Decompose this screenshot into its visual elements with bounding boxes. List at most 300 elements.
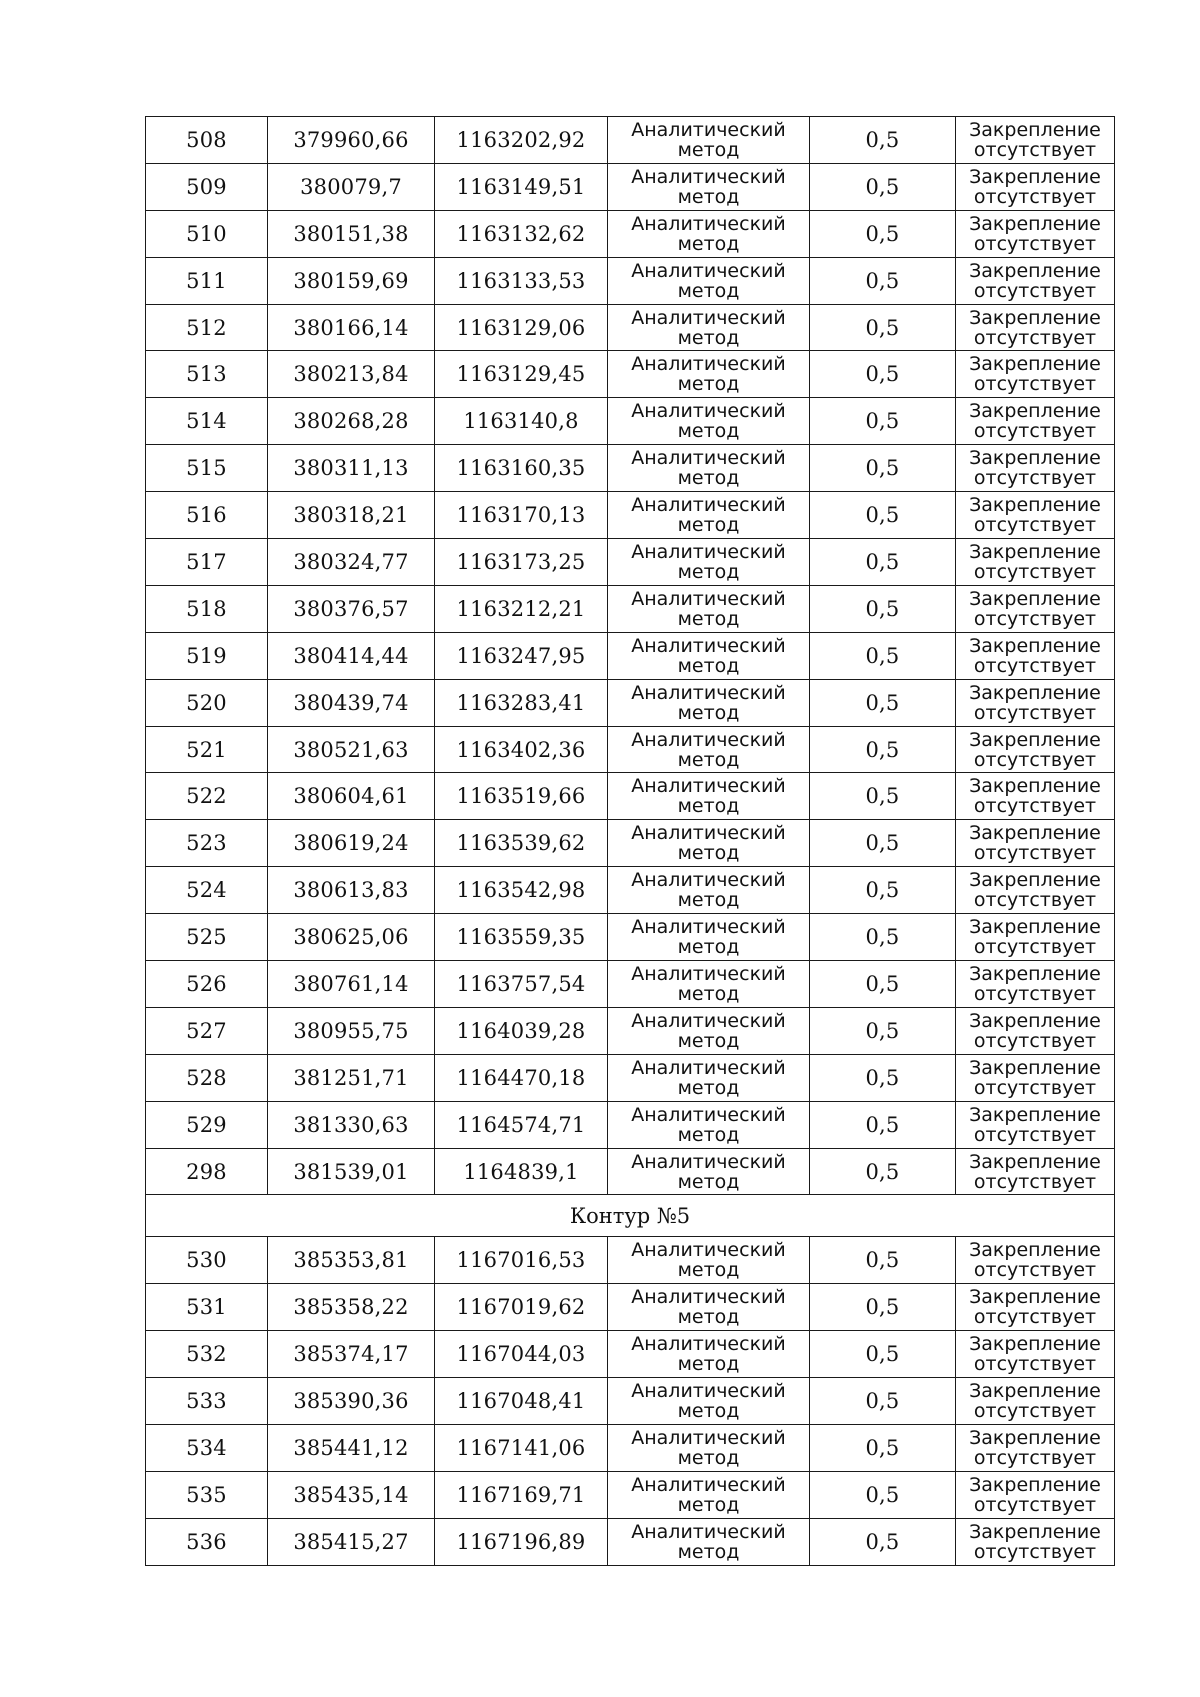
fixation-cell: [956, 726, 1115, 773]
method-cell: [608, 257, 810, 304]
method-cell-line-1: Аналитический: [631, 775, 786, 798]
method-cell: [608, 820, 810, 867]
fixation-cell: [956, 914, 1115, 961]
method-cell-line-1: Аналитический: [631, 353, 786, 376]
y-coordinate-cell: 1163283,41: [435, 679, 608, 726]
fixation-cell-line-1: Закрепление: [969, 1380, 1101, 1403]
fixation-cell-line-1: Закрепление: [969, 1150, 1101, 1173]
fixation-cell-line-1: Закрепление: [969, 118, 1101, 141]
method-cell-line-1: Аналитический: [631, 962, 786, 985]
fixation-cell-line-2: отсутствует: [973, 420, 1097, 443]
point-number-cell: 528: [146, 1054, 268, 1101]
point-number-cell: 533: [146, 1378, 268, 1425]
method-cell-line-1: Аналитический: [631, 1056, 786, 1079]
method-cell-line-1: Аналитический: [631, 822, 786, 845]
y-coordinate-cell: 1163539,62: [435, 820, 608, 867]
fixation-cell-line-1: Закрепление: [969, 1286, 1101, 1309]
x-coordinate-cell: 380414,44: [268, 632, 435, 679]
method-cell: [608, 632, 810, 679]
x-coordinate-cell: 380376,57: [268, 585, 435, 632]
method-cell-line-2: метод: [677, 748, 740, 771]
fixation-cell-line-1: Закрепление: [969, 259, 1101, 282]
fixation-cell: [956, 163, 1115, 210]
method-cell: [608, 961, 810, 1008]
method-cell-line-2: метод: [677, 607, 740, 630]
y-coordinate-cell: 1167169,71: [435, 1471, 608, 1518]
table-row: [146, 257, 1115, 304]
point-number-cell: 512: [146, 304, 268, 351]
table-row: [146, 679, 1115, 726]
x-coordinate-cell: 380166,14: [268, 304, 435, 351]
fixation-cell: [956, 585, 1115, 632]
table-row: [146, 1425, 1115, 1472]
fixation-cell-line-1: Закрепление: [969, 540, 1101, 563]
table-row: [146, 1148, 1115, 1195]
accuracy-cell: 0,5: [810, 1284, 956, 1331]
x-coordinate-cell: 385358,22: [268, 1284, 435, 1331]
method-cell: [608, 1518, 810, 1565]
accuracy-cell: 0,5: [810, 492, 956, 539]
accuracy-cell: 0,5: [810, 585, 956, 632]
fixation-cell: [956, 1518, 1115, 1565]
fixation-cell-line-1: Закрепление: [969, 1473, 1101, 1496]
fixation-cell-line-1: Закрепление: [969, 165, 1101, 188]
method-cell: [608, 492, 810, 539]
y-coordinate-cell: 1164574,71: [435, 1101, 608, 1148]
point-number-cell: 514: [146, 398, 268, 445]
fixation-cell-line-2: отсутствует: [973, 1259, 1097, 1282]
method-cell: [608, 1471, 810, 1518]
point-number-cell: 531: [146, 1284, 268, 1331]
accuracy-cell: 0,5: [810, 539, 956, 586]
method-cell-line-1: Аналитический: [631, 634, 786, 657]
method-cell-line-1: Аналитический: [631, 1150, 786, 1173]
accuracy-cell: 0,5: [810, 1054, 956, 1101]
x-coordinate-cell: 380318,21: [268, 492, 435, 539]
x-coordinate-cell: 380159,69: [268, 257, 435, 304]
y-coordinate-cell: 1167196,89: [435, 1518, 608, 1565]
y-coordinate-cell: 1167044,03: [435, 1331, 608, 1378]
method-cell-line-1: Аналитический: [631, 1333, 786, 1356]
method-cell: [608, 1237, 810, 1284]
table-row: [146, 1284, 1115, 1331]
table-row: [146, 726, 1115, 773]
accuracy-cell: 0,5: [810, 1471, 956, 1518]
point-number-cell: 516: [146, 492, 268, 539]
method-cell: [608, 163, 810, 210]
method-cell-line-1: Аналитический: [631, 212, 786, 235]
method-cell-line-2: метод: [677, 1446, 740, 1469]
method-cell-line-1: Аналитический: [631, 1009, 786, 1032]
method-cell: [608, 1054, 810, 1101]
fixation-cell-line-1: Закрепление: [969, 962, 1101, 985]
fixation-cell: [956, 1101, 1115, 1148]
method-cell-line-1: Аналитический: [631, 400, 786, 423]
x-coordinate-cell: 385441,12: [268, 1425, 435, 1472]
fixation-cell-line-1: Закрепление: [969, 353, 1101, 376]
table-row: [146, 398, 1115, 445]
method-cell-line-2: метод: [677, 373, 740, 396]
method-cell: [608, 867, 810, 914]
accuracy-cell: 0,5: [810, 117, 956, 164]
x-coordinate-cell: 380613,83: [268, 867, 435, 914]
method-cell-line-2: метод: [677, 467, 740, 490]
method-cell-line-1: Аналитический: [631, 869, 786, 892]
fixation-cell-line-1: Закрепление: [969, 400, 1101, 423]
method-cell-line-2: метод: [677, 138, 740, 161]
point-number-cell: 521: [146, 726, 268, 773]
accuracy-cell: 0,5: [810, 1101, 956, 1148]
method-cell-line-2: метод: [677, 560, 740, 583]
point-number-cell: 525: [146, 914, 268, 961]
accuracy-cell: 0,5: [810, 961, 956, 1008]
accuracy-cell: 0,5: [810, 163, 956, 210]
point-number-cell: 515: [146, 445, 268, 492]
fixation-cell: [956, 773, 1115, 820]
fixation-cell: [956, 1425, 1115, 1472]
method-cell: [608, 1148, 810, 1195]
point-number-cell: 536: [146, 1518, 268, 1565]
fixation-cell-line-1: Закрепление: [969, 1239, 1101, 1262]
x-coordinate-cell: 380761,14: [268, 961, 435, 1008]
method-cell: [608, 398, 810, 445]
y-coordinate-cell: 1163542,98: [435, 867, 608, 914]
fixation-cell-line-2: отсутствует: [973, 514, 1097, 537]
fixation-cell: [956, 1284, 1115, 1331]
fixation-cell: [956, 961, 1115, 1008]
table-row: [146, 1007, 1115, 1054]
fixation-cell-line-2: отсутствует: [973, 232, 1097, 255]
method-cell-line-1: Аналитический: [631, 1239, 786, 1262]
fixation-cell: [956, 492, 1115, 539]
y-coordinate-cell: 1167016,53: [435, 1237, 608, 1284]
fixation-cell: [956, 1007, 1115, 1054]
method-cell-line-2: метод: [677, 514, 740, 537]
method-cell: [608, 445, 810, 492]
method-cell-line-2: метод: [677, 1123, 740, 1146]
point-number-cell: 520: [146, 679, 268, 726]
fixation-cell-line-2: отсутствует: [973, 1306, 1097, 1329]
accuracy-cell: 0,5: [810, 1007, 956, 1054]
fixation-cell-line-1: Закрепление: [969, 1426, 1101, 1449]
x-coordinate-cell: 380439,74: [268, 679, 435, 726]
accuracy-cell: 0,5: [810, 304, 956, 351]
method-cell-line-1: Аналитический: [631, 916, 786, 939]
fixation-cell-line-2: отсутствует: [973, 1400, 1097, 1423]
accuracy-cell: 0,5: [810, 867, 956, 914]
fixation-cell-line-1: Закрепление: [969, 212, 1101, 235]
fixation-cell-line-1: Закрепление: [969, 1520, 1101, 1543]
coordinates-table-body: [146, 117, 1115, 1566]
fixation-cell: [956, 210, 1115, 257]
x-coordinate-cell: 385415,27: [268, 1518, 435, 1565]
fixation-cell-line-1: Закрепление: [969, 775, 1101, 798]
fixation-cell-line-1: Закрепление: [969, 306, 1101, 329]
x-coordinate-cell: 380521,63: [268, 726, 435, 773]
point-number-cell: 534: [146, 1425, 268, 1472]
fixation-cell: [956, 867, 1115, 914]
accuracy-cell: 0,5: [810, 1378, 956, 1425]
table-row: [146, 1054, 1115, 1101]
fixation-cell: [956, 539, 1115, 586]
fixation-cell-line-2: отсутствует: [973, 1029, 1097, 1052]
method-cell: [608, 726, 810, 773]
y-coordinate-cell: 1163402,36: [435, 726, 608, 773]
method-cell-line-2: метод: [677, 185, 740, 208]
method-cell-line-1: Аналитический: [631, 1473, 786, 1496]
method-cell-line-1: Аналитический: [631, 1426, 786, 1449]
point-number-cell: 522: [146, 773, 268, 820]
method-cell: [608, 773, 810, 820]
accuracy-cell: 0,5: [810, 820, 956, 867]
y-coordinate-cell: 1163170,13: [435, 492, 608, 539]
y-coordinate-cell: 1164839,1: [435, 1148, 608, 1195]
y-coordinate-cell: 1163559,35: [435, 914, 608, 961]
point-number-cell: 530: [146, 1237, 268, 1284]
method-cell-line-1: Аналитический: [631, 1286, 786, 1309]
y-coordinate-cell: 1163132,62: [435, 210, 608, 257]
table-row: [146, 1518, 1115, 1565]
fixation-cell-line-2: отсутствует: [973, 138, 1097, 161]
fixation-cell: [956, 1471, 1115, 1518]
x-coordinate-cell: 380268,28: [268, 398, 435, 445]
table-row: [146, 1237, 1115, 1284]
fixation-cell-line-1: Закрепление: [969, 1009, 1101, 1032]
method-cell-line-2: метод: [677, 1259, 740, 1282]
x-coordinate-cell: 380213,84: [268, 351, 435, 398]
table-row: [146, 1101, 1115, 1148]
section-title: Контур №5: [146, 1195, 1115, 1237]
method-cell-line-1: Аналитический: [631, 587, 786, 610]
fixation-cell-line-2: отсутствует: [973, 701, 1097, 724]
fixation-cell: [956, 351, 1115, 398]
x-coordinate-cell: 379960,66: [268, 117, 435, 164]
x-coordinate-cell: 385374,17: [268, 1331, 435, 1378]
x-coordinate-cell: 380079,7: [268, 163, 435, 210]
y-coordinate-cell: 1163133,53: [435, 257, 608, 304]
fixation-cell-line-2: отсутствует: [973, 185, 1097, 208]
fixation-cell-line-1: Закрепление: [969, 1103, 1101, 1126]
y-coordinate-cell: 1167048,41: [435, 1378, 608, 1425]
x-coordinate-cell: 380151,38: [268, 210, 435, 257]
accuracy-cell: 0,5: [810, 1425, 956, 1472]
accuracy-cell: 0,5: [810, 914, 956, 961]
method-cell-line-1: Аналитический: [631, 447, 786, 470]
method-cell-line-2: метод: [677, 1076, 740, 1099]
table-row: [146, 1331, 1115, 1378]
fixation-cell-line-2: отсутствует: [973, 560, 1097, 583]
y-coordinate-cell: 1163129,06: [435, 304, 608, 351]
accuracy-cell: 0,5: [810, 726, 956, 773]
method-cell-line-2: метод: [677, 1400, 740, 1423]
fixation-cell-line-2: отсутствует: [973, 279, 1097, 302]
table-row: [146, 163, 1115, 210]
method-cell-line-1: Аналитический: [631, 540, 786, 563]
method-cell: [608, 914, 810, 961]
method-cell-line-2: метод: [677, 842, 740, 865]
fixation-cell-line-2: отсутствует: [973, 982, 1097, 1005]
fixation-cell-line-2: отсутствует: [973, 1170, 1097, 1193]
fixation-cell-line-2: отсутствует: [973, 607, 1097, 630]
fixation-cell-line-2: отсутствует: [973, 654, 1097, 677]
y-coordinate-cell: 1163757,54: [435, 961, 608, 1008]
coordinates-table: [145, 116, 1115, 1566]
fixation-cell: [956, 257, 1115, 304]
accuracy-cell: 0,5: [810, 351, 956, 398]
fixation-cell-line-2: отсутствует: [973, 795, 1097, 818]
fixation-cell: [956, 1237, 1115, 1284]
y-coordinate-cell: 1163149,51: [435, 163, 608, 210]
method-cell: [608, 585, 810, 632]
fixation-cell-line-2: отсутствует: [973, 936, 1097, 959]
fixation-cell-line-1: Закрепление: [969, 728, 1101, 751]
method-cell-line-2: метод: [677, 1540, 740, 1563]
table-row: [146, 445, 1115, 492]
accuracy-cell: 0,5: [810, 679, 956, 726]
method-cell-line-2: метод: [677, 701, 740, 724]
table-row: [146, 773, 1115, 820]
x-coordinate-cell: 385390,36: [268, 1378, 435, 1425]
y-coordinate-cell: 1163160,35: [435, 445, 608, 492]
accuracy-cell: 0,5: [810, 1331, 956, 1378]
fixation-cell-line-2: отсутствует: [973, 1076, 1097, 1099]
y-coordinate-cell: 1163519,66: [435, 773, 608, 820]
point-number-cell: 518: [146, 585, 268, 632]
point-number-cell: 511: [146, 257, 268, 304]
fixation-cell-line-2: отсутствует: [973, 889, 1097, 912]
method-cell-line-1: Аналитический: [631, 494, 786, 517]
section-header-row: [146, 1195, 1115, 1237]
x-coordinate-cell: 380955,75: [268, 1007, 435, 1054]
table-row: [146, 1471, 1115, 1518]
table-row: [146, 632, 1115, 679]
table-row: [146, 867, 1115, 914]
table-row: [146, 210, 1115, 257]
fixation-cell-line-1: Закрепление: [969, 1056, 1101, 1079]
fixation-cell: [956, 445, 1115, 492]
fixation-cell: [956, 398, 1115, 445]
y-coordinate-cell: 1163202,92: [435, 117, 608, 164]
table-row: [146, 961, 1115, 1008]
fixation-cell-line-1: Закрепление: [969, 447, 1101, 470]
table-row: [146, 1378, 1115, 1425]
table-row: [146, 914, 1115, 961]
method-cell-line-2: метод: [677, 795, 740, 818]
method-cell-line-2: метод: [677, 654, 740, 677]
x-coordinate-cell: 381251,71: [268, 1054, 435, 1101]
table-row: [146, 117, 1115, 164]
fixation-cell: [956, 117, 1115, 164]
x-coordinate-cell: 380625,06: [268, 914, 435, 961]
method-cell: [608, 1007, 810, 1054]
fixation-cell-line-2: отсутствует: [973, 1353, 1097, 1376]
fixation-cell-line-2: отсутствует: [973, 1540, 1097, 1563]
method-cell-line-1: Аналитический: [631, 1103, 786, 1126]
method-cell-line-2: метод: [677, 1493, 740, 1516]
method-cell: [608, 351, 810, 398]
method-cell-line-1: Аналитический: [631, 259, 786, 282]
point-number-cell: 523: [146, 820, 268, 867]
fixation-cell-line-1: Закрепление: [969, 681, 1101, 704]
method-cell-line-2: метод: [677, 1306, 740, 1329]
fixation-cell-line-2: отсутствует: [973, 326, 1097, 349]
y-coordinate-cell: 1163212,21: [435, 585, 608, 632]
method-cell: [608, 679, 810, 726]
fixation-cell-line-1: Закрепление: [969, 634, 1101, 657]
y-coordinate-cell: 1163247,95: [435, 632, 608, 679]
accuracy-cell: 0,5: [810, 210, 956, 257]
method-cell: [608, 1378, 810, 1425]
table-row: [146, 585, 1115, 632]
accuracy-cell: 0,5: [810, 445, 956, 492]
y-coordinate-cell: 1167019,62: [435, 1284, 608, 1331]
method-cell: [608, 1101, 810, 1148]
accuracy-cell: 0,5: [810, 773, 956, 820]
accuracy-cell: 0,5: [810, 1148, 956, 1195]
fixation-cell-line-2: отсутствует: [973, 467, 1097, 490]
fixation-cell: [956, 304, 1115, 351]
x-coordinate-cell: 385353,81: [268, 1237, 435, 1284]
x-coordinate-cell: 381330,63: [268, 1101, 435, 1148]
method-cell-line-2: метод: [677, 326, 740, 349]
table-row: [146, 492, 1115, 539]
method-cell-line-2: метод: [677, 232, 740, 255]
method-cell-line-1: Аналитический: [631, 1380, 786, 1403]
fixation-cell-line-2: отсутствует: [973, 1446, 1097, 1469]
fixation-cell: [956, 679, 1115, 726]
x-coordinate-cell: 380311,13: [268, 445, 435, 492]
accuracy-cell: 0,5: [810, 398, 956, 445]
fixation-cell: [956, 632, 1115, 679]
method-cell-line-1: Аналитический: [631, 306, 786, 329]
point-number-cell: 513: [146, 351, 268, 398]
x-coordinate-cell: 385435,14: [268, 1471, 435, 1518]
method-cell: [608, 304, 810, 351]
y-coordinate-cell: 1163173,25: [435, 539, 608, 586]
method-cell-line-2: метод: [677, 936, 740, 959]
fixation-cell-line-1: Закрепление: [969, 587, 1101, 610]
fixation-cell: [956, 1054, 1115, 1101]
y-coordinate-cell: 1167141,06: [435, 1425, 608, 1472]
method-cell-line-2: метод: [677, 1029, 740, 1052]
x-coordinate-cell: 381539,01: [268, 1148, 435, 1195]
point-number-cell: 527: [146, 1007, 268, 1054]
point-number-cell: 509: [146, 163, 268, 210]
method-cell: [608, 1284, 810, 1331]
table-row: [146, 820, 1115, 867]
method-cell-line-1: Аналитический: [631, 165, 786, 188]
method-cell: [608, 117, 810, 164]
y-coordinate-cell: 1164470,18: [435, 1054, 608, 1101]
method-cell-line-2: метод: [677, 279, 740, 302]
point-number-cell: 508: [146, 117, 268, 164]
accuracy-cell: 0,5: [810, 257, 956, 304]
method-cell-line-2: метод: [677, 982, 740, 1005]
x-coordinate-cell: 380619,24: [268, 820, 435, 867]
table-row: [146, 351, 1115, 398]
fixation-cell: [956, 1378, 1115, 1425]
point-number-cell: 519: [146, 632, 268, 679]
method-cell-line-1: Аналитический: [631, 118, 786, 141]
accuracy-cell: 0,5: [810, 1237, 956, 1284]
fixation-cell-line-1: Закрепление: [969, 869, 1101, 892]
point-number-cell: 529: [146, 1101, 268, 1148]
fixation-cell-line-2: отсутствует: [973, 1493, 1097, 1516]
fixation-cell-line-1: Закрепление: [969, 1333, 1101, 1356]
y-coordinate-cell: 1164039,28: [435, 1007, 608, 1054]
accuracy-cell: 0,5: [810, 632, 956, 679]
point-number-cell: 510: [146, 210, 268, 257]
